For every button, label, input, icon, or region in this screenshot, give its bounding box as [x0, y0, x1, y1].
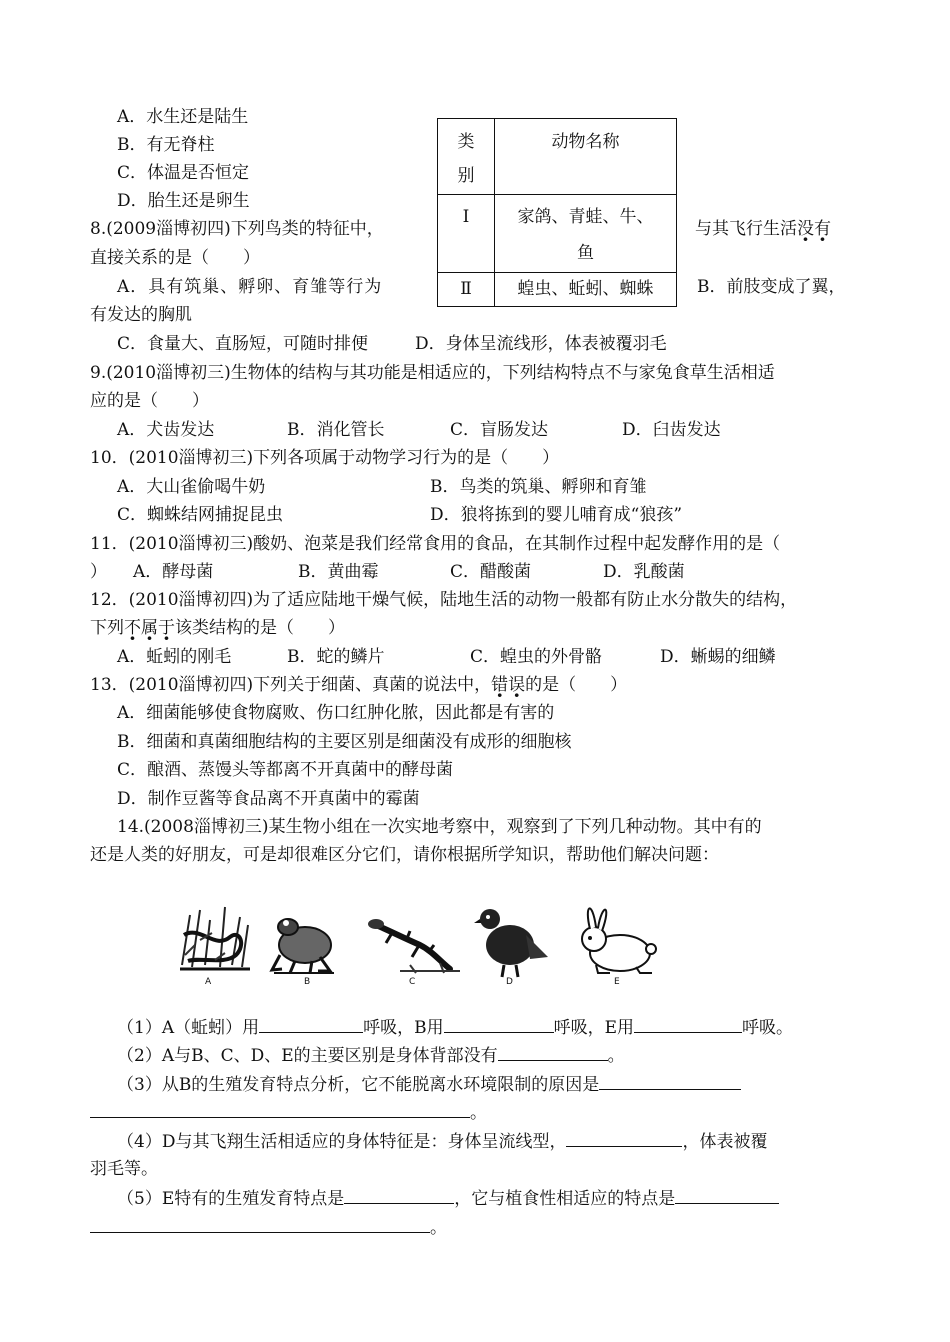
q14-part1-blank-3[interactable] — [634, 1015, 742, 1033]
q12-stem-text-b: 该类结构的是（ ） — [175, 618, 345, 638]
q14-part3-text: （3）从B的生殖发育特点分析，它不能脱离水环境限制的原因是 — [117, 1075, 600, 1095]
q14-part2-text-a: （2）A与B、C、D、E的主要区别是身体背部没有 — [117, 1046, 498, 1066]
q8-stem-line1: 8.(2009淄博初四)下列鸟类的特征中， — [90, 219, 384, 239]
q14-part4-continued: 羽毛等。 — [90, 1159, 158, 1179]
q11-stem-close: ） — [90, 562, 107, 582]
q14-part1-blank-1[interactable] — [259, 1015, 363, 1033]
pigeon-figure — [474, 909, 548, 977]
q12-option-a: A．蚯蚓的刚毛 — [117, 647, 232, 667]
q10-option-d: D．狼将拣到的婴儿哺育成“狼孩” — [430, 505, 683, 525]
q12-emphasis-char-2: 属 — [141, 618, 158, 638]
rabbit-figure — [582, 908, 656, 973]
q10-option-a: A．大山雀偷喝牛奶 — [117, 477, 266, 497]
table-header-animal-names: 动物名称 — [495, 119, 677, 195]
q8-option-b: B．前肢变成了翼， — [697, 277, 846, 297]
q13-option-a: A．细菌能够使食物腐败、伤口红肿化脓，因此都是有害的 — [117, 703, 555, 723]
q14-part5-blank-1[interactable] — [344, 1186, 454, 1204]
animal-figures — [170, 895, 670, 995]
q7-option-c: C．体温是否恒定 — [117, 163, 250, 183]
table-row1-animals-line2: 鱼 — [577, 243, 594, 263]
q14-part1-blank-2[interactable] — [444, 1015, 554, 1033]
q14-part5-blank-3[interactable] — [90, 1215, 430, 1233]
q14-part2-text-b: 。 — [607, 1046, 625, 1066]
q13-stem-text-a: 13．(2010淄博初四)下列关于细菌、真菌的说法中， — [90, 675, 492, 695]
q14-part5-text-b: ，它与植食性相适应的特点是 — [454, 1189, 676, 1209]
q13-emphasis-char-2: 误 — [508, 675, 526, 695]
q8-emphasis-char-2: 有 — [814, 219, 831, 239]
q9-option-d: D．臼齿发达 — [622, 420, 721, 440]
figure-label-a: A — [205, 977, 212, 987]
q9-option-b: B．消化管长 — [287, 420, 385, 440]
table-row1-category: Ⅰ — [438, 195, 495, 273]
q14-part3 — [117, 1072, 741, 1096]
q8-option-a: A．具有筑巢、孵卵、育雏等行为 — [117, 277, 383, 297]
q14-part3-blank-2[interactable] — [90, 1100, 470, 1118]
table-header-category-line2: 别 — [457, 166, 475, 186]
q14-part1-text-c: 呼吸，E用 — [553, 1018, 635, 1038]
q14-part3-continued — [90, 1100, 487, 1124]
q14-part2 — [117, 1043, 625, 1067]
q14-part3-end: 。 — [470, 1103, 487, 1123]
q13-option-d: D．制作豆酱等食品离不开真菌中的霉菌 — [117, 789, 420, 809]
figure-label-d: D — [506, 977, 513, 987]
animal-category-table — [437, 118, 677, 307]
q11-option-c: C．醋酸菌 — [450, 562, 532, 582]
q14-part4 — [117, 1129, 767, 1153]
lizard-figure — [368, 919, 460, 973]
q14-part5-text-a: （5）E特有的生殖发育特点是 — [117, 1189, 345, 1209]
q7-option-a: A．水生还是陆生 — [117, 107, 249, 127]
q9-option-a: A．犬齿发达 — [117, 420, 215, 440]
q14-part4-blank[interactable] — [566, 1129, 682, 1147]
q11-option-b: B．黄曲霉 — [298, 562, 379, 582]
q14-part1-text-b: 呼吸，B用 — [363, 1018, 444, 1038]
table-row2-animals: 蝗虫、蚯蚓、蜘蛛 — [495, 273, 677, 307]
table-header-category-line1: 类 — [457, 132, 475, 152]
q14-stem-line2: 还是人类的好朋友，可是却很难区分它们，请你根据所学知识，帮助他们解决问题： — [90, 845, 719, 865]
q8-option-d: D．身体呈流线形，体表被覆羽毛 — [415, 334, 667, 354]
q12-option-d: D．蜥蜴的细鳞 — [660, 647, 776, 667]
table-row2-category: Ⅱ — [438, 273, 495, 307]
q11-option-d: D．乳酸菌 — [603, 562, 685, 582]
q12-option-b: B．蛇的鳞片 — [287, 647, 385, 667]
q14-part4-text-a: （4）D与其飞翔生活相适应的身体特征是：身体呈流线型， — [117, 1132, 567, 1152]
table-header-category — [438, 119, 495, 195]
q14-part5-blank-2[interactable] — [675, 1186, 779, 1204]
q14-part5 — [117, 1186, 779, 1210]
q14-stem-line1: 14.(2008淄博初三)某生物小组在一次实地考察中，观察到了下列几种动物。其中有的 — [117, 817, 762, 837]
q8-stem-line2: 直接关系的是（ ） — [90, 248, 260, 268]
q11-option-a: A．酵母菌 — [133, 562, 214, 582]
q8-stem-right-text: 与其飞行生活 — [695, 219, 797, 239]
q13-stem — [90, 674, 627, 696]
q9-option-c: C．盲肠发达 — [450, 420, 549, 440]
q13-stem-text-b: 的是（ ） — [525, 675, 628, 695]
q12-stem-text-a: 下列 — [90, 618, 124, 638]
q12-option-c: C．蝗虫的外骨骼 — [470, 647, 603, 667]
frog-figure — [272, 919, 334, 973]
q10-option-c: C．蜘蛛结网捕捉昆虫 — [117, 505, 284, 525]
q11-stem: 11．(2010淄博初三)酸奶、泡菜是我们经常食用的食品，在其制作过程中起发酵作用的是（ — [90, 534, 781, 554]
q12-stem-line1: 12．(2010淄博初四)为了适应陆地干燥气候，陆地生活的动物一般都有防止水分散失的结构， — [90, 590, 798, 610]
q14-part1-text-d: 呼吸。 — [742, 1018, 794, 1038]
q8-option-b-continued: 有发达的胸肌 — [90, 305, 192, 325]
q13-option-b: B．细菌和真菌细胞结构的主要区别是细菌没有成形的细胞核 — [117, 732, 572, 752]
q14-part5-continued — [90, 1215, 447, 1239]
q13-option-c: C．酿酒、蒸馒头等都离不开真菌中的酵母菌 — [117, 760, 454, 780]
figure-label-b: B — [304, 977, 311, 987]
q14-part5-end: 。 — [430, 1218, 447, 1238]
q14-part3-blank-1[interactable] — [599, 1072, 741, 1090]
q13-emphasis-char-1: 错 — [491, 675, 509, 695]
figure-label-e: E — [614, 977, 620, 987]
q9-stem-line1: 9.(2010淄博初三)生物体的结构与其功能是相适应的，下列结构特点不与家兔食草生活相适 — [90, 363, 775, 383]
q10-stem: 10．(2010淄博初三)下列各项属于动物学习行为的是（ ） — [90, 448, 560, 468]
q8-emphasis-char-1: 没 — [797, 219, 814, 239]
q12-emphasis-char-3: 于 — [158, 618, 175, 638]
q7-option-d: D．胎生还是卵生 — [117, 191, 250, 211]
q8-stem-right — [695, 218, 831, 240]
q9-stem-line2: 应的是（ ） — [90, 391, 209, 411]
figure-label-c: C — [409, 977, 416, 987]
q12-stem-line2 — [90, 617, 345, 639]
q14-part4-text-b: ，体表被覆 — [682, 1132, 768, 1152]
table-row1-animals — [495, 195, 677, 273]
q8-option-c: C．食量大、直肠短，可随时排便 — [117, 334, 369, 354]
q14-part2-blank[interactable] — [498, 1043, 608, 1061]
q12-emphasis-char-1: 不 — [124, 618, 141, 638]
q14-part1-text-a: （1）A（蚯蚓）用 — [117, 1018, 260, 1038]
q10-option-b: B．鸟类的筑巢、孵卵和育雏 — [430, 477, 647, 497]
q7-option-b: B．有无脊柱 — [117, 135, 215, 155]
table-row1-animals-line1: 家鸽、青蛙、牛、 — [517, 207, 654, 227]
q14-part1 — [117, 1015, 793, 1039]
earthworm-figure — [178, 905, 250, 971]
